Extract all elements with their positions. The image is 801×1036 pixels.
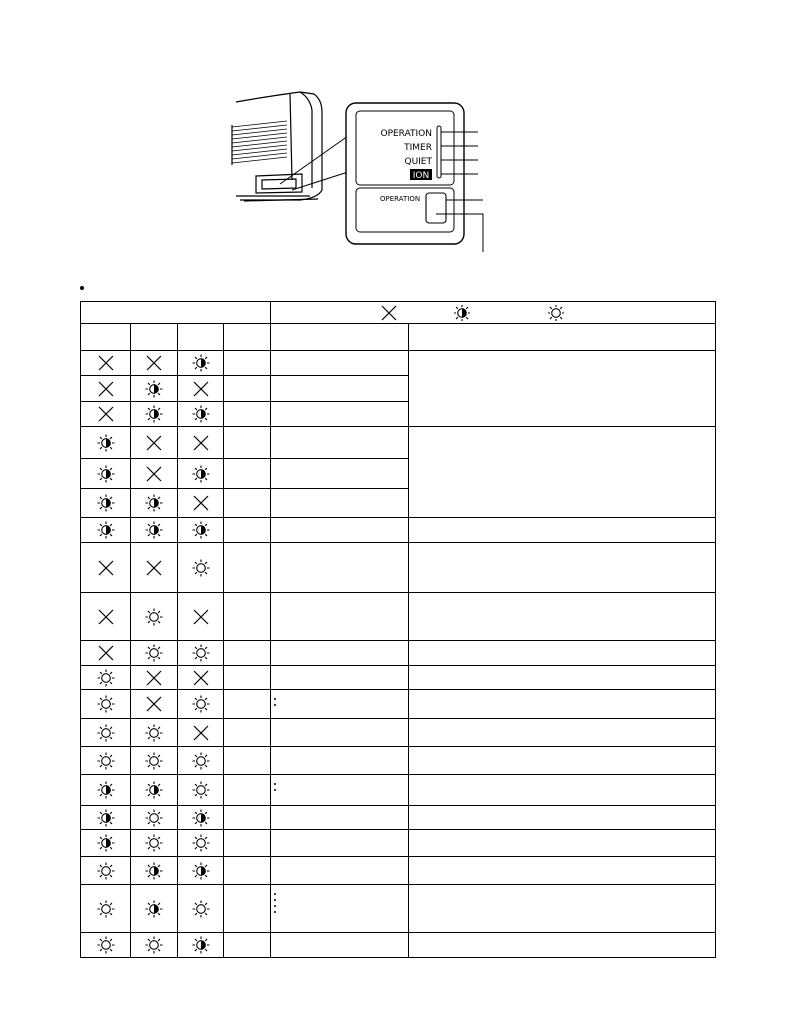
lit-lamp-icon <box>81 900 130 918</box>
operation-lamp-cell <box>81 747 131 775</box>
operation-lamp-cell <box>81 885 131 933</box>
details-cell <box>409 885 716 933</box>
cross-icon <box>81 644 130 662</box>
status-cell <box>271 402 409 427</box>
table-row <box>81 775 716 806</box>
operation-lamp-cell <box>81 666 131 690</box>
table-row <box>81 806 716 830</box>
quiet-lamp-cell <box>178 376 224 402</box>
details-cell <box>409 830 716 857</box>
blinking-lamp-icon <box>81 465 130 483</box>
status-cell <box>271 518 409 543</box>
lit-lamp-icon <box>81 695 130 713</box>
blinking-lamp-icon <box>178 521 223 539</box>
ion-lamp-cell <box>224 775 271 806</box>
status-cell <box>271 830 409 857</box>
timer-lamp-cell <box>131 641 178 666</box>
timer-lamp-cell <box>131 376 178 402</box>
blinking-lamp-icon <box>131 862 177 880</box>
lit-lamp-icon <box>131 608 177 626</box>
table-row <box>81 933 716 958</box>
details-cell <box>409 351 716 427</box>
lit-lamp-icon <box>178 781 223 799</box>
status-cell <box>271 885 409 933</box>
blinking-lamp-icon <box>131 521 177 539</box>
cross-icon <box>178 494 223 512</box>
ion-column-header <box>224 324 271 351</box>
timer-lamp-cell <box>131 806 178 830</box>
quiet-lamp-label: QUIET <box>404 157 432 167</box>
ion-lamp-cell <box>224 518 271 543</box>
quiet-lamp-cell <box>178 775 224 806</box>
cross-icon <box>131 434 177 452</box>
details-cell <box>409 543 716 593</box>
operation-lamp-cell <box>81 459 131 489</box>
quiet-lamp-cell <box>178 427 224 459</box>
blinking-lamp-icon <box>131 405 177 423</box>
timer-lamp-cell <box>131 351 178 376</box>
cross-icon <box>178 724 223 742</box>
blinking-lamp-icon <box>81 434 130 452</box>
status-cell <box>271 641 409 666</box>
cross-icon <box>178 434 223 452</box>
lit-lamp-icon <box>81 936 130 954</box>
timer-lamp-cell <box>131 830 178 857</box>
status-cell <box>271 376 409 402</box>
cross-icon <box>178 608 223 626</box>
table-header-row <box>81 302 716 324</box>
timer-lamp-cell <box>131 690 178 719</box>
ion-lamp-label: ION <box>412 171 430 181</box>
ion-lamp-cell <box>224 593 271 641</box>
timer-column-header <box>131 324 178 351</box>
cross-icon <box>81 608 130 626</box>
status-column-header <box>271 324 409 351</box>
details-cell <box>409 933 716 958</box>
cross-icon <box>131 559 177 577</box>
timer-lamp-cell <box>131 402 178 427</box>
lit-lamp-icon <box>131 936 177 954</box>
timer-lamp-cell <box>131 518 178 543</box>
ion-lamp-cell <box>224 489 271 518</box>
details-cell <box>409 719 716 747</box>
table-row <box>81 747 716 775</box>
operation-lamp-cell <box>81 402 131 427</box>
timer-lamp-cell <box>131 933 178 958</box>
quiet-lamp-cell <box>178 830 224 857</box>
cross-icon <box>131 354 177 372</box>
details-cell <box>409 690 716 719</box>
operation-lamp-cell <box>81 427 131 459</box>
lit-lamp-icon <box>131 644 177 662</box>
quiet-lamp-cell <box>178 543 224 593</box>
timer-lamp-cell <box>131 459 178 489</box>
blinking-lamp-icon <box>131 900 177 918</box>
quiet-lamp-cell <box>178 747 224 775</box>
quiet-lamp-cell <box>178 593 224 641</box>
details-cell <box>409 775 716 806</box>
timer-lamp-cell <box>131 427 178 459</box>
quiet-lamp-cell <box>178 806 224 830</box>
timer-lamp-cell <box>131 775 178 806</box>
operation-lamp-cell <box>81 806 131 830</box>
details-cell <box>409 641 716 666</box>
timer-lamp-cell <box>131 593 178 641</box>
table-row <box>81 593 716 641</box>
ion-lamp-cell <box>224 806 271 830</box>
details-cell <box>409 857 716 885</box>
timer-lamp-cell <box>131 666 178 690</box>
cross-icon <box>81 380 130 398</box>
ion-lamp-cell <box>224 719 271 747</box>
status-cell <box>271 666 409 690</box>
details-cell <box>409 666 716 690</box>
blinking-lamp-icon <box>81 521 130 539</box>
operation-lamp-cell <box>81 351 131 376</box>
blinking-lamp-icon <box>81 834 130 852</box>
lit-lamp-icon <box>178 559 223 577</box>
blinking-lamp-icon <box>81 809 130 827</box>
status-cell <box>271 747 409 775</box>
operation-lamp-cell <box>81 719 131 747</box>
bullet-list-marks <box>274 695 278 710</box>
blinking-lamp-icon <box>81 494 130 512</box>
ion-lamp-cell <box>224 351 271 376</box>
ion-lamp-cell <box>224 459 271 489</box>
operation-lamp-cell <box>81 543 131 593</box>
table-row <box>81 666 716 690</box>
quiet-lamp-cell <box>178 933 224 958</box>
table-row <box>81 857 716 885</box>
ion-lamp-cell <box>224 427 271 459</box>
bullet-point <box>80 286 84 290</box>
status-cell <box>271 933 409 958</box>
quiet-lamp-cell <box>178 641 224 666</box>
blinking-lamp-icon <box>131 781 177 799</box>
operation-lamp-cell <box>81 857 131 885</box>
table-row <box>81 719 716 747</box>
ion-lamp-cell <box>224 666 271 690</box>
quiet-lamp-cell <box>178 666 224 690</box>
cross-icon <box>81 354 130 372</box>
blinking-lamp-icon <box>178 936 223 954</box>
blinking-lamp-icon <box>178 465 223 483</box>
quiet-lamp-cell <box>178 885 224 933</box>
bullet-list-marks <box>274 890 278 917</box>
quiet-lamp-cell <box>178 351 224 376</box>
blinking-lamp-icon <box>178 809 223 827</box>
ion-lamp-cell <box>224 747 271 775</box>
ion-lamp-cell <box>224 376 271 402</box>
blinking-lamp-icon <box>81 781 130 799</box>
bullet-list-marks <box>274 780 278 795</box>
lamp-status-table <box>80 301 716 958</box>
table-row <box>81 351 716 376</box>
operation-lamp-cell <box>81 518 131 543</box>
table-row <box>81 427 716 459</box>
quiet-column-header <box>178 324 224 351</box>
legend-header <box>271 302 716 324</box>
lit-lamp-icon <box>131 724 177 742</box>
table-row <box>81 518 716 543</box>
quiet-lamp-cell <box>178 518 224 543</box>
operation-lamp-cell <box>81 933 131 958</box>
lit-lamp-icon <box>81 724 130 742</box>
table-row <box>81 690 716 719</box>
cross-icon <box>81 405 130 423</box>
operation-lamp-cell <box>81 641 131 666</box>
operation-lamp-cell <box>81 775 131 806</box>
status-cell <box>271 543 409 593</box>
table-subheader-row <box>81 324 716 351</box>
status-cell <box>271 593 409 641</box>
lit-lamp-icon <box>81 862 130 880</box>
blinking-lamp-icon <box>178 405 223 423</box>
status-cell <box>271 690 409 719</box>
status-cell <box>271 775 409 806</box>
blinking-lamp-icon <box>131 380 177 398</box>
quiet-lamp-cell <box>178 857 224 885</box>
lamp-group-header <box>81 302 271 324</box>
ion-lamp-cell <box>224 933 271 958</box>
quiet-lamp-cell <box>178 459 224 489</box>
cross-icon <box>178 380 223 398</box>
details-cell <box>409 806 716 830</box>
status-cell <box>271 427 409 459</box>
status-cell <box>271 351 409 376</box>
operation-button-label: OPERATION <box>380 195 421 203</box>
cross-icon <box>131 465 177 483</box>
details-cell <box>409 427 716 518</box>
status-cell <box>271 459 409 489</box>
operation-button <box>426 193 446 223</box>
details-cell <box>409 518 716 543</box>
table-row <box>81 641 716 666</box>
lit-lamp-icon <box>131 809 177 827</box>
ion-lamp-cell <box>224 402 271 427</box>
timer-lamp-label: TIMER <box>404 143 432 153</box>
operation-lamp-cell <box>81 593 131 641</box>
lit-lamp-icon <box>178 752 223 770</box>
details-column-header <box>409 324 716 351</box>
operation-lamp-cell <box>81 830 131 857</box>
cross-icon <box>81 559 130 577</box>
indoor-unit-illustration <box>220 86 500 256</box>
status-cell <box>271 489 409 518</box>
operation-lamp-label: OPERATION <box>380 129 432 139</box>
lit-lamp-icon <box>178 695 223 713</box>
status-cell <box>271 857 409 885</box>
table-row <box>81 543 716 593</box>
lit-lamp-icon <box>178 834 223 852</box>
lit-lamp-icon <box>131 752 177 770</box>
operation-lamp-cell <box>81 376 131 402</box>
ion-lamp-cell <box>224 830 271 857</box>
ion-lamp-cell <box>224 641 271 666</box>
display-panel <box>346 103 483 252</box>
lit-lamp-icon <box>131 834 177 852</box>
table-row <box>81 885 716 933</box>
timer-lamp-cell <box>131 885 178 933</box>
quiet-lamp-cell <box>178 719 224 747</box>
blinking-lamp-icon <box>131 494 177 512</box>
ion-lamp-cell <box>224 543 271 593</box>
lit-lamp-icon <box>178 644 223 662</box>
quiet-lamp-cell <box>178 690 224 719</box>
timer-lamp-cell <box>131 543 178 593</box>
blinking-lamp-icon <box>178 354 223 372</box>
air-conditioner-unit-drawing <box>232 92 348 201</box>
lamp-strip <box>437 126 441 178</box>
timer-lamp-cell <box>131 719 178 747</box>
lit-lamp-icon <box>178 900 223 918</box>
details-cell <box>409 593 716 641</box>
cross-icon <box>131 669 177 687</box>
status-cell <box>271 719 409 747</box>
lit-lamp-icon <box>81 752 130 770</box>
ion-lamp-cell <box>224 857 271 885</box>
timer-lamp-cell <box>131 489 178 518</box>
timer-lamp-cell <box>131 857 178 885</box>
cross-icon <box>178 669 223 687</box>
quiet-lamp-cell <box>178 489 224 518</box>
blinking-lamp-icon <box>178 862 223 880</box>
details-cell <box>409 747 716 775</box>
ion-lamp-cell <box>224 690 271 719</box>
timer-lamp-cell <box>131 747 178 775</box>
cross-icon <box>131 695 177 713</box>
table-row <box>81 830 716 857</box>
status-cell <box>271 806 409 830</box>
operation-column-header <box>81 324 131 351</box>
operation-lamp-cell <box>81 489 131 518</box>
quiet-lamp-cell <box>178 402 224 427</box>
lit-lamp-icon <box>81 669 130 687</box>
operation-lamp-cell <box>81 690 131 719</box>
ion-lamp-cell <box>224 885 271 933</box>
